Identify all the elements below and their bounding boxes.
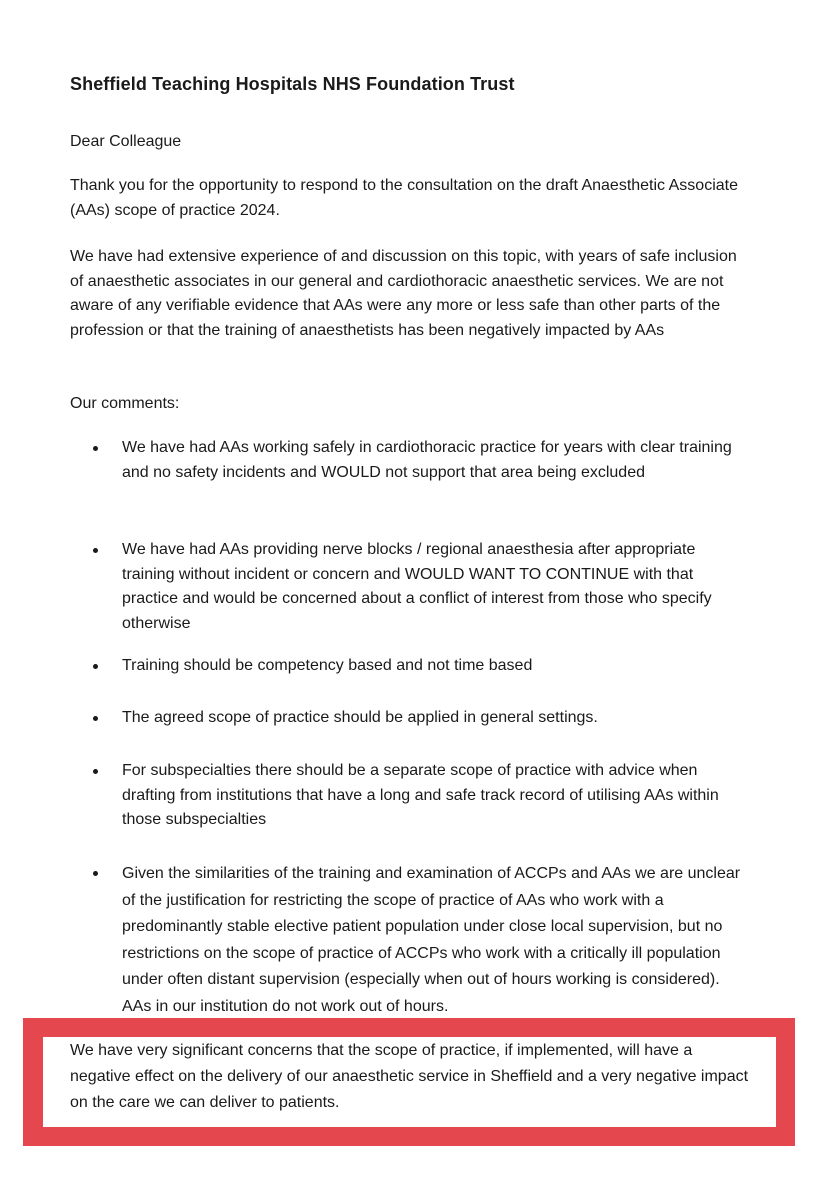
bullet-icon [93,871,98,876]
bullet-icon [93,716,98,721]
comment-text: For subspecialties there should be a separate scope of practice with advice when drafting from institutions that have a long and safe track record of utilising AAs within those subspecialties [122,762,719,828]
intro-paragraph: Thank you for the opportunity to respond to the consultation on the draft Anaesthetic Associate (AAs) scope of practice 2024. [70,177,738,219]
letter-title: Sheffield Teaching Hospitals NHS Foundation Trust [70,74,515,94]
bullet-icon [93,548,98,553]
bullet-icon [93,664,98,669]
concern-statement: We have very significant concerns that the scope of practice, if implemented, will have a negative effect on the delivery of our anaesthetic service in Sheffield and a very negative impact on the care we can deliver to patients. [70,1042,749,1111]
comment-text: We have had AAs working safely in cardiothoracic practice for years with clear training and no safety incidents and WOULD not support that area being excluded [122,439,732,481]
experience-paragraph: We have had extensive experience of and discussion on this topic, with years of safe inclusion of anaesthetic associates in our general and cardiothoracic anaesthetic services. We are not aware of any verifiable evidence that AAs were any more or less safe than other parts of the profession or that the training of anaesthetists has been negatively impacted by AAs [70,248,737,339]
salutation: Dear Colleague [70,133,182,150]
comment-text: Given the similarities of the training and examination of ACCPs and AAs we are unclear of the justification for restricting the scope of practice of AAs who work with a predominantly stable elective patient population under close local supervision, but no restrictions on the scope of practice of ACCPs who work with a critically ill population under often distant supervision (especially when out of hours working is considered). AAs in our institution do not work out of hours. [122,865,741,1015]
comment-text: Training should be competency based and not time based [122,657,533,674]
comments-heading: Our comments: [70,395,180,412]
comment-text: We have had AAs providing nerve blocks / regional anaesthesia after appropriate training without incident or concern and WOULD WANT TO CONTINUE with that practice and would be concerned about a conflict of interest from those who specify otherwise [122,541,712,632]
bullet-icon [93,769,98,774]
bullet-icon [93,446,98,451]
comment-text: The agreed scope of practice should be applied in general settings. [122,709,598,726]
